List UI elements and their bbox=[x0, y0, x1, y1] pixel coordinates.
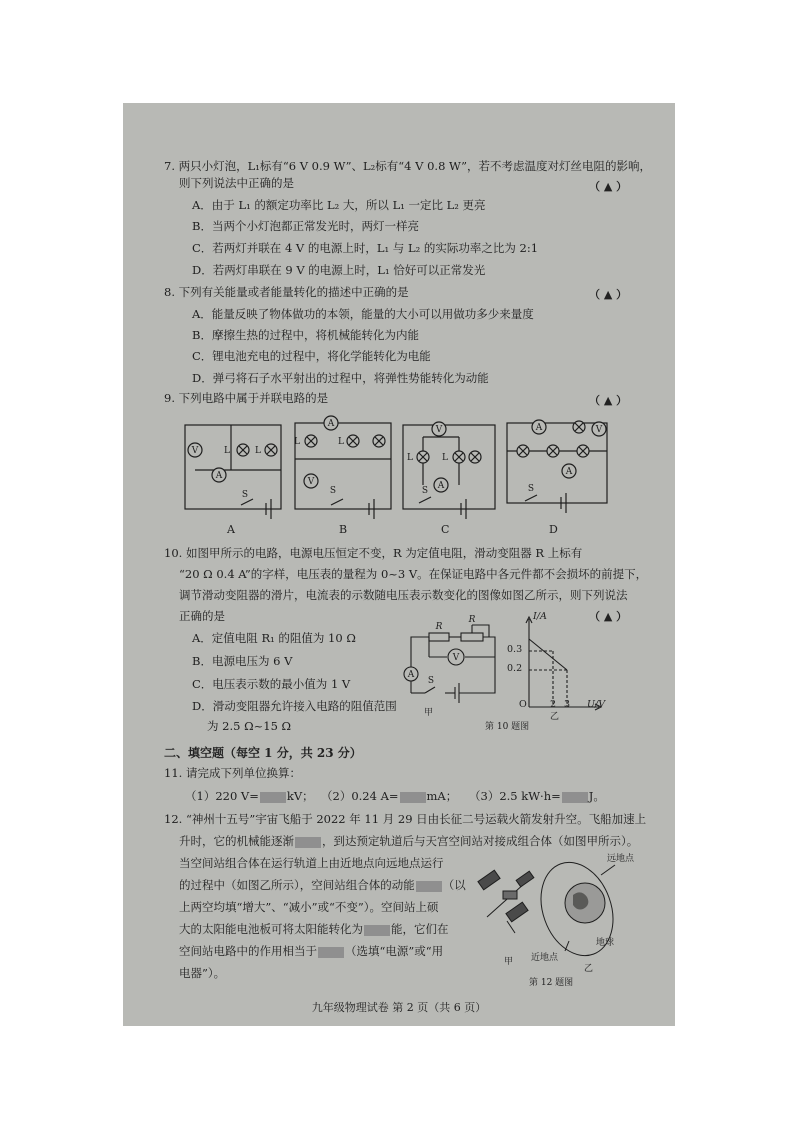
q10-axis-x-label: U/V bbox=[587, 699, 606, 710]
svg-text:L: L bbox=[294, 437, 300, 447]
q12-stem-6-tail: 能，它们在 bbox=[391, 922, 449, 936]
q7-option-d: D．若两灯串联在 9 V 的电源上时，L₁ 恰好可以正常发光 bbox=[192, 263, 486, 277]
svg-text:L: L bbox=[442, 453, 448, 463]
q10-option-b: B．电源电压为 6 V bbox=[192, 654, 293, 668]
circuit-d-label: D bbox=[549, 523, 558, 536]
q7-answer-mark: （ ▲ ） bbox=[589, 180, 628, 193]
exam-page bbox=[123, 103, 675, 1026]
q11-part-3 bbox=[469, 789, 605, 803]
q10-figure-caption: 第 10 题图 bbox=[485, 722, 530, 732]
q8-option-b: B．摩擦生热的过程中，将机械能转化为内能 bbox=[192, 328, 419, 342]
q11-blank-2[interactable] bbox=[400, 792, 426, 803]
q12-stem-8: 电器”）。 bbox=[179, 966, 226, 980]
circuit-c bbox=[403, 422, 495, 519]
q12-earth-label: 地球 bbox=[596, 938, 615, 948]
q10-y-tick-02: 0.2 bbox=[507, 663, 523, 674]
q8-answer-mark: （ ▲ ） bbox=[589, 288, 628, 301]
q10-x-tick-3: 3 bbox=[564, 699, 571, 710]
circuit-b bbox=[295, 416, 391, 519]
svg-text:A: A bbox=[327, 419, 335, 429]
q10-stem-1: 10. 如图甲所示的电路，电源电压恒定不变，R 为定值电阻，滑动变阻器 R 上标有 bbox=[164, 546, 583, 560]
q12-stem-2 bbox=[179, 834, 638, 848]
circuit-c-label: C bbox=[441, 523, 450, 536]
q12-figure bbox=[477, 847, 627, 967]
q12-stem-4 bbox=[179, 878, 466, 892]
svg-text:A: A bbox=[215, 471, 223, 481]
svg-text:A: A bbox=[535, 423, 543, 433]
q12-stem-6 bbox=[179, 922, 449, 936]
q11-stem: 11. 请完成下列单位换算： bbox=[164, 766, 301, 780]
svg-text:R: R bbox=[468, 615, 476, 625]
q8-option-d: D．弹弓将石子水平射出的过程中，将弹性势能转化为动能 bbox=[192, 371, 489, 385]
q10-option-c: C．电压表示数的最小值为 1 V bbox=[192, 677, 351, 691]
svg-text:S: S bbox=[427, 676, 435, 686]
q12-stem-7-lead: 空间站电路中的作用相当于 bbox=[179, 944, 317, 958]
space-station-icon bbox=[478, 870, 534, 933]
q9-answer-mark: （ ▲ ） bbox=[589, 394, 628, 407]
circuit-d bbox=[507, 420, 607, 513]
circuit-a-label: A bbox=[227, 523, 235, 536]
q12-blank-2[interactable] bbox=[416, 881, 442, 892]
q8-option-a: A．能量反映了物体做功的本领，能量的大小可以用做功多少来量度 bbox=[192, 307, 534, 321]
q11-part-2-unit: mA； bbox=[426, 789, 458, 803]
q12-stem-4-tail: （以 bbox=[442, 878, 466, 892]
q11-part-1-lead: （1）220 V= bbox=[185, 789, 259, 803]
q10-stem-3: 调节滑动变阻器的滑片，电流表的示数随电压表示数变化的图像如图乙所示，则下列说法 bbox=[179, 588, 628, 602]
q10-x-tick-2: 2 bbox=[550, 699, 557, 710]
svg-text:L: L bbox=[407, 453, 413, 463]
svg-text:V: V bbox=[435, 425, 443, 435]
q9-stem: 9. 下列电路中属于并联电路的是 bbox=[164, 391, 329, 405]
svg-text:L: L bbox=[224, 446, 230, 456]
svg-text:V: V bbox=[307, 477, 315, 487]
svg-text:S: S bbox=[527, 484, 535, 494]
q12-stem-7 bbox=[179, 944, 443, 958]
q10-stem-2: “20 Ω 0.4 A”的字样，电压表的量程为 0~3 V。在保证电路中各元件都不会损坏的前提下， bbox=[179, 567, 648, 581]
svg-text:V: V bbox=[595, 425, 603, 435]
svg-text:V: V bbox=[191, 446, 199, 456]
q10-stem-4: 正确的是 bbox=[179, 609, 225, 623]
q7-option-b: B．当两个小灯泡都正常发光时，两灯一样亮 bbox=[192, 219, 419, 233]
q11-part-2 bbox=[321, 789, 457, 803]
page-footer: 九年级物理试卷 第 2 页（共 6 页） bbox=[311, 1001, 487, 1014]
q12-fig-jia-label: 甲 bbox=[504, 957, 514, 967]
q7-stem: 7. 两只小灯泡，L₁标有“6 V 0.9 W”、L₂标有“4 V 0.8 W”，若不考虑温度对灯丝电阻的影响， bbox=[164, 159, 651, 173]
q10-origin-label: O bbox=[519, 699, 527, 710]
q10-y-tick-03: 0.3 bbox=[507, 644, 523, 655]
q11-part-3-lead: （3）2.5 kW·h= bbox=[469, 789, 561, 803]
q12-fig-yi-label: 乙 bbox=[584, 964, 594, 974]
svg-text:S: S bbox=[241, 490, 249, 500]
q12-far-point-label: 远地点 bbox=[607, 854, 635, 864]
q12-blank-3[interactable] bbox=[364, 925, 390, 936]
svg-text:R: R bbox=[435, 622, 443, 632]
circuit-a bbox=[185, 425, 281, 519]
q11-part-1-unit: kV； bbox=[286, 789, 314, 803]
q12-stem-6-lead: 大的太阳能电池板可将太阳能转化为 bbox=[179, 922, 363, 936]
q11-part-1 bbox=[185, 789, 314, 803]
q12-figure-caption: 第 12 题图 bbox=[529, 978, 574, 988]
q10-option-a: A．定值电阻 R₁ 的阻值为 10 Ω bbox=[192, 631, 356, 645]
svg-text:S: S bbox=[329, 486, 337, 496]
q12-stem-4-lead: 的过程中（如图乙所示），空间站组合体的动能 bbox=[179, 878, 415, 892]
q12-stem-5: 上两空均填“增大”、“减小”或“不变”）。空间站上硕 bbox=[179, 900, 439, 914]
q12-blank-1[interactable] bbox=[295, 837, 321, 848]
q10-fig-yi-label: 乙 bbox=[550, 712, 560, 722]
q12-stem-7-tail: （选填“电源”或“用 bbox=[345, 944, 444, 958]
q12-stem-3: 当空间站组合体在运行轨道上由近地点向远地点运行 bbox=[179, 856, 444, 870]
q7-option-c: C．若两灯并联在 4 V 的电源上时，L₁ 与 L₂ 的实际功率之比为 2:1 bbox=[192, 241, 539, 255]
svg-text:A: A bbox=[437, 481, 445, 491]
q12-stem-2-lead: 升时，它的机械能逐渐 bbox=[179, 834, 294, 848]
q10-fig-jia-label: 甲 bbox=[424, 708, 434, 718]
q10-option-d: D．滑动变阻器允许接入电路的阻值范围 bbox=[192, 699, 397, 713]
q12-stem-2-tail: ，到达预定轨道后与天宫空间站对接成组合体（如图甲所示）。 bbox=[322, 834, 639, 848]
svg-text:V: V bbox=[452, 653, 460, 663]
q12-near-point-label: 近地点 bbox=[531, 953, 559, 963]
circuit-b-label: B bbox=[339, 523, 348, 536]
q9-circuits-figure bbox=[181, 415, 611, 527]
svg-text:L: L bbox=[338, 437, 344, 447]
q8-stem: 8. 下列有关能量或者能量转化的描述中正确的是 bbox=[164, 285, 409, 299]
q12-stem-1: 12. “神州十五号”宇宙飞船于 2022 年 11 月 29 日由长征二号运载火箭发射升空。飞船加速上 bbox=[164, 812, 647, 826]
q11-blank-3[interactable] bbox=[562, 792, 588, 803]
svg-text:A: A bbox=[565, 467, 573, 477]
svg-text:L: L bbox=[255, 446, 261, 456]
section-title-fill-in: 二、填空题（每空 1 分，共 23 分） bbox=[164, 746, 362, 760]
q7-stem-cont: 则下列说法中正确的是 bbox=[179, 176, 294, 190]
q11-part-2-lead: （2）0.24 A= bbox=[321, 789, 399, 803]
q8-option-c: C．锂电池充电的过程中，将化学能转化为电能 bbox=[192, 349, 431, 363]
q10-answer-mark: （ ▲ ） bbox=[589, 610, 628, 623]
q11-part-3-unit: J。 bbox=[588, 789, 605, 803]
q7-option-a: A．由于 L₁ 的额定功率比 L₂ 大，所以 L₁ 一定比 L₂ 更亮 bbox=[192, 198, 486, 212]
svg-text:A: A bbox=[407, 670, 415, 680]
q10-option-d-cont: 为 2.5 Ω~15 Ω bbox=[207, 719, 292, 733]
svg-text:S: S bbox=[421, 486, 429, 496]
q11-blank-1[interactable] bbox=[260, 792, 286, 803]
q10-axis-y-label: I/A bbox=[533, 611, 547, 622]
q12-blank-4[interactable] bbox=[318, 947, 344, 958]
